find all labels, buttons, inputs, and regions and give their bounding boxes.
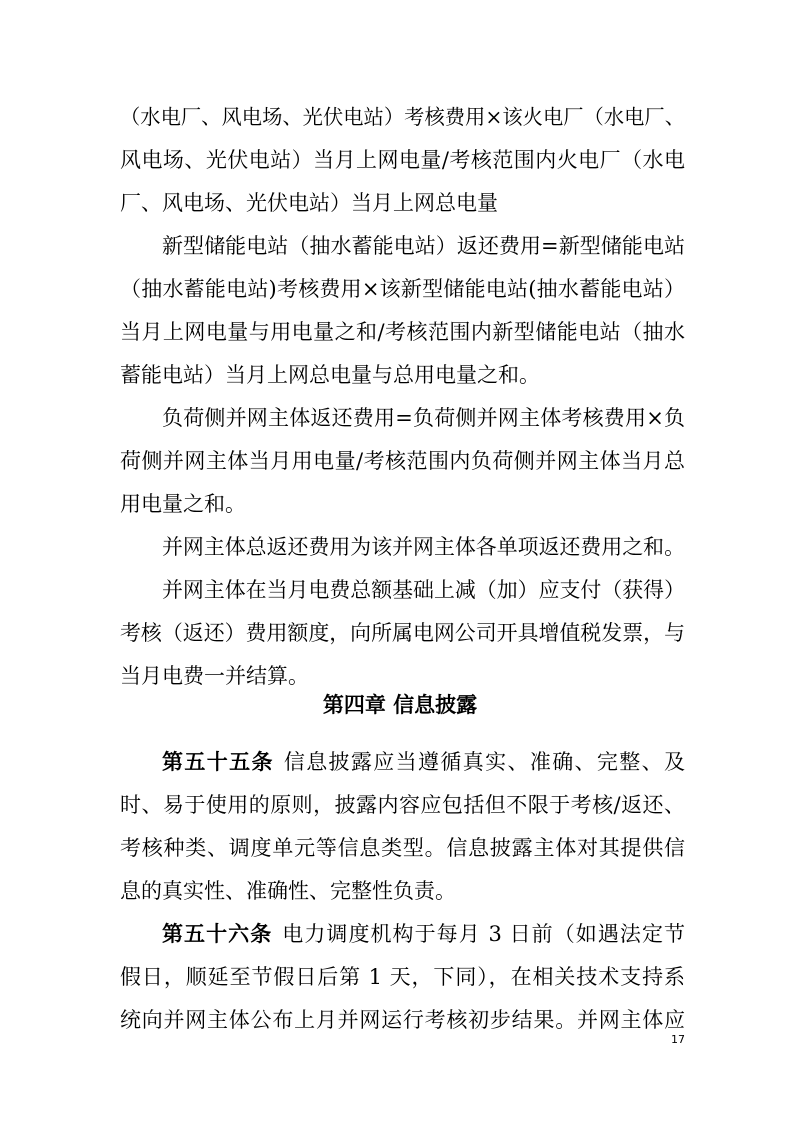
chapter-heading: 第四章 信息披露: [322, 693, 478, 717]
article-56-label: 第五十六条: [162, 922, 273, 946]
text-line: 荷侧并网主体当月用电量/考核范围内负荷侧并网主体当月总: [120, 449, 685, 473]
article-56-first-line: [162, 917, 685, 951]
text-line: 统向并网主体公布上月并网运行考核初步结果。并网主体应: [120, 1008, 685, 1032]
text-line: 信息披露应当遵循真实、准确、完整、及: [283, 750, 686, 774]
text-line: 时、易于使用的原则，披露内容应包括但不限于考核/返还、: [120, 793, 685, 817]
text-line: 蓄能电站）当月上网总电量与总用电量之和。: [120, 363, 540, 387]
text-line: （水电厂、风电场、光伏电站）考核费用×该火电厂（水电厂、: [120, 105, 685, 129]
text-line: 风电场、光伏电站）当月上网电量/考核范围内火电厂（水电: [120, 148, 685, 172]
page-number: 17: [671, 1033, 685, 1046]
text-line: 负荷侧并网主体返还费用=负荷侧并网主体考核费用×负: [162, 406, 685, 430]
article-55-label: 第五十五条: [162, 750, 274, 774]
text-line: 考核（返还）费用额度，向所属电网公司开具增值税发票，与: [120, 621, 685, 645]
text-line: 用电量之和。: [120, 492, 246, 516]
text-line: 当月电费一并结算。: [120, 664, 309, 688]
text-line: 当月上网电量与用电量之和/考核范围内新型储能电站（抽水: [120, 320, 685, 344]
text-line: 电力调度机构于每月 3 日前（如遇法定节: [282, 922, 685, 946]
text-line: 新型储能电站（抽水蓄能电站）返还费用=新型储能电站: [162, 234, 685, 258]
text-line: 并网主体总返还费用为该并网主体各单项返还费用之和。: [162, 535, 685, 559]
text-line: 息的真实性、准确性、完整性负责。: [120, 879, 456, 903]
text-line: 并网主体在当月电费总额基础上减（加）应支付（获得）: [162, 578, 685, 602]
text-line: 考核种类、调度单元等信息类型。信息披露主体对其提供信: [120, 836, 685, 860]
text-line: 假日，顺延至节假日后第 1 天，下同），在相关技术支持系: [120, 965, 685, 989]
article-55-first-line: [162, 745, 685, 779]
text-line: （抽水蓄能电站)考核费用×该新型储能电站(抽水蓄能电站）: [120, 277, 685, 301]
text-line: 厂、风电场、光伏电站）当月上网总电量: [120, 191, 498, 215]
